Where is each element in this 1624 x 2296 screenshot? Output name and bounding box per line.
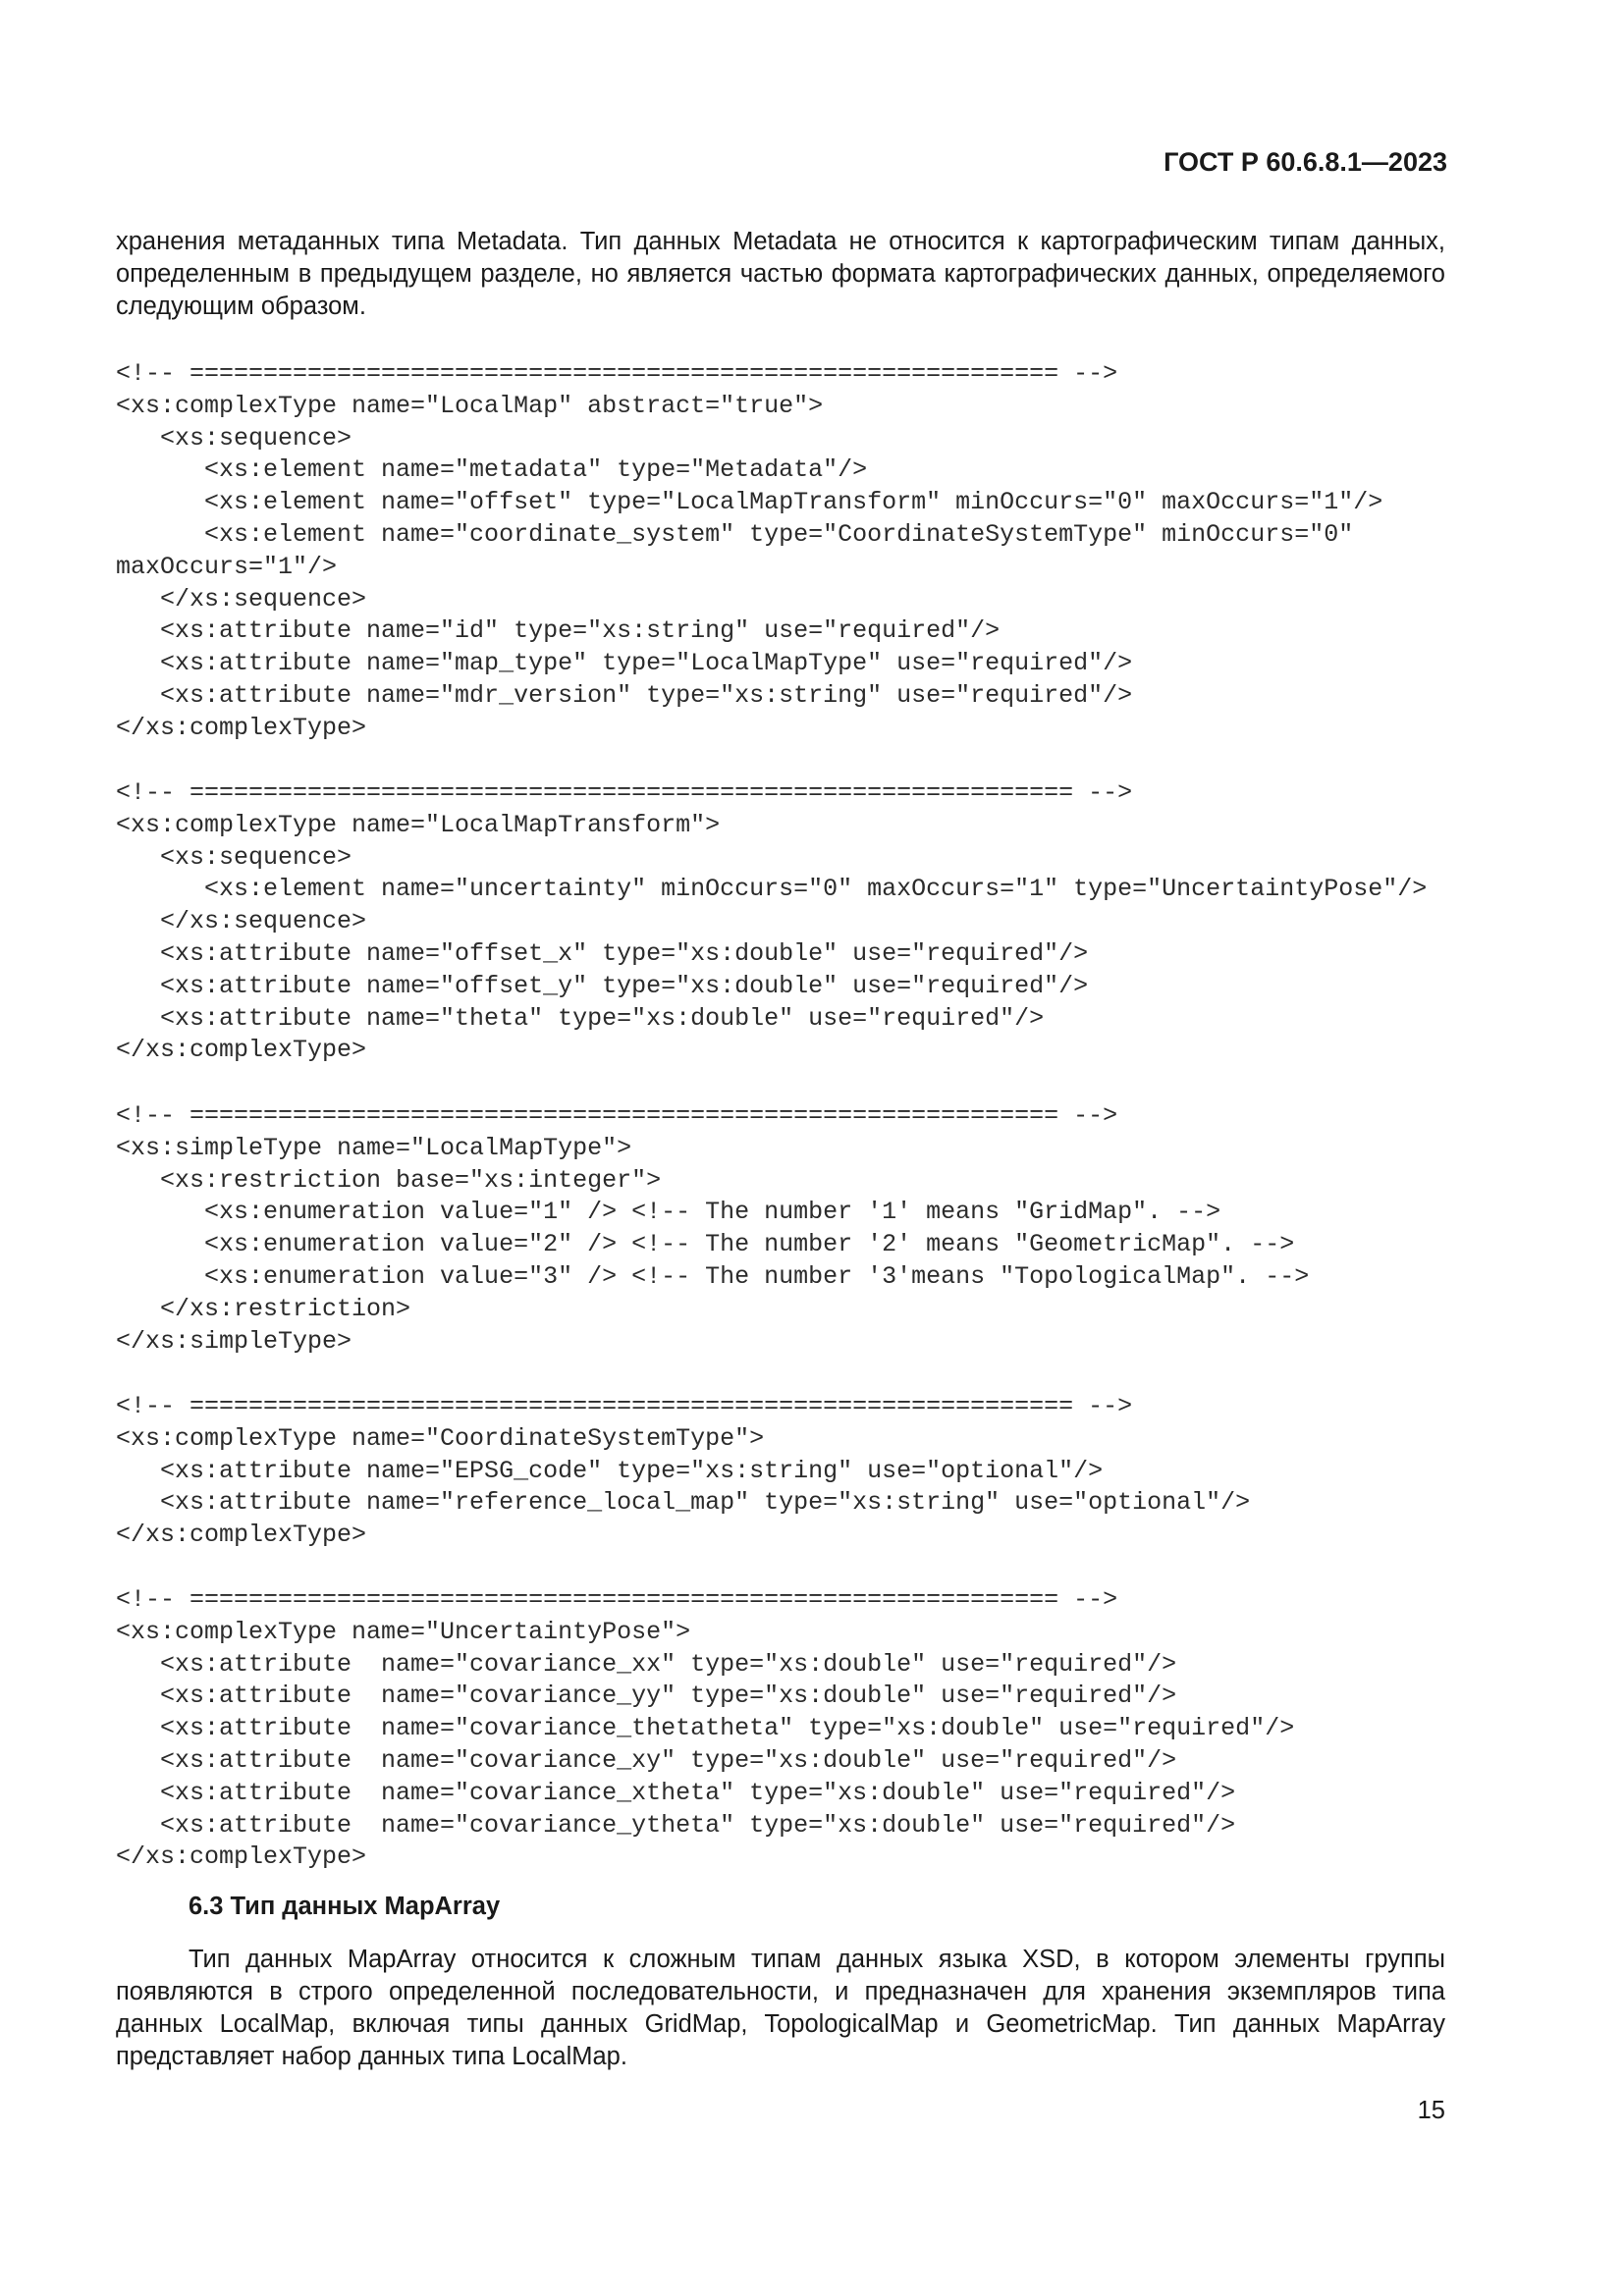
- code-line: <xs:attribute name="covariance_ytheta" type="xs:double" use="required"/>: [116, 1810, 1236, 1840]
- code-block-localmaptransform: [116, 777, 1510, 1067]
- code-line: <xs:restriction base="xs:integer">: [116, 1165, 662, 1195]
- code-line: </xs:sequence>: [116, 907, 367, 936]
- code-line: <xs:attribute name="mdr_version" type="xs:string" use="required"/>: [116, 680, 1133, 710]
- code-line: <!-- ============================================================ -->: [116, 1392, 1133, 1420]
- code-line: <xs:attribute name="covariance_xx" type="xs:double" use="required"/>: [116, 1649, 1177, 1679]
- code-line: <!-- =========================================================== -->: [116, 359, 1118, 388]
- code-line: <xs:complexType name="LocalMapTransform">: [116, 810, 721, 839]
- code-line: <xs:attribute name="covariance_yy" type="xs:double" use="required"/>: [116, 1682, 1177, 1711]
- code-line: <xs:element name="coordinate_system" type="CoordinateSystemType" minOccurs="0": [116, 519, 1354, 549]
- code-line: <!-- =========================================================== -->: [116, 1101, 1118, 1130]
- code-line: <!-- =========================================================== -->: [116, 1585, 1118, 1614]
- code-line: <xs:complexType name="LocalMap" abstract="true">: [116, 391, 824, 420]
- code-line: </xs:complexType>: [116, 1842, 367, 1872]
- section-heading: 6.3 Тип данных MapArray: [189, 1893, 501, 1920]
- code-line: <xs:element name="uncertainty" minOccurs="0" maxOccurs="1" type="UncertaintyPose"/>: [116, 875, 1428, 904]
- code-line: <xs:sequence>: [116, 842, 352, 872]
- code-line: <xs:simpleType name="LocalMapType">: [116, 1133, 632, 1162]
- code-line: <xs:attribute name="offset_x" type="xs:double" use="required"/>: [116, 938, 1089, 968]
- code-line: <xs:attribute name="map_type" type="LocalMapType" use="required"/>: [116, 649, 1133, 678]
- code-block-uncertaintypose: [116, 1584, 1510, 1874]
- code-line: <xs:attribute name="EPSG_code" type="xs:string" use="optional"/>: [116, 1456, 1104, 1485]
- code-block-coordinatesystemtype: [116, 1391, 1510, 1552]
- code-line: <xs:attribute name="reference_local_map" type="xs:string" use="optional"/>: [116, 1488, 1251, 1518]
- intro-paragraph: хранения метаданных типа Metadata. Тип данных Metadata не относится к картографическим типам данных, определенным в предыдущем разделе, но является частью формата картографических данных, определяемого следующим образом.: [116, 228, 1445, 320]
- section-paragraph: Тип данных MapArray относится к сложным типам данных языка XSD, в котором элементы группы появляются в строго определенной последовательности, и предназначен для хранения экземпляров типа данных LocalMap, включая типы данных GridMap, TopologicalMap и GeometricMap. Тип данных MapArray представляет набор данных типа LocalMap.: [116, 1946, 1445, 2070]
- code-line: </xs:sequence>: [116, 584, 367, 614]
- code-line: </xs:complexType>: [116, 1521, 367, 1550]
- code-line: <xs:attribute name="theta" type="xs:double" use="required"/>: [116, 1003, 1045, 1033]
- code-line: </xs:complexType>: [116, 713, 367, 742]
- page-number: 15: [1417, 2097, 1445, 2124]
- code-line: </xs:complexType>: [116, 1036, 367, 1065]
- code-line: <xs:complexType name="CoordinateSystemType">: [116, 1423, 765, 1453]
- code-block-localmaptype: [116, 1100, 1510, 1358]
- code-line: <xs:enumeration value="1" /> <!-- The number '1' means "GridMap". -->: [116, 1198, 1221, 1227]
- code-line: </xs:restriction>: [116, 1294, 411, 1323]
- code-line: <xs:complexType name="UncertaintyPose">: [116, 1617, 691, 1646]
- code-line: maxOccurs="1"/>: [116, 552, 338, 581]
- code-line: <xs:element name="metadata" type="Metadata"/>: [116, 455, 868, 485]
- code-line: <xs:enumeration value="2" /> <!-- The number '2' means "GeometricMap". -->: [116, 1230, 1295, 1259]
- code-line: <xs:attribute name="covariance_xtheta" type="xs:double" use="required"/>: [116, 1778, 1236, 1807]
- code-line: </xs:simpleType>: [116, 1326, 352, 1356]
- code-line: <!-- ============================================================ -->: [116, 778, 1133, 807]
- code-line: <xs:enumeration value="3" /> <!-- The number '3'means "TopologicalMap". -->: [116, 1261, 1310, 1291]
- code-block-localmap: [116, 358, 1510, 745]
- code-line: <xs:sequence>: [116, 423, 352, 453]
- code-line: <xs:element name="offset" type="LocalMapTransform" minOccurs="0" maxOccurs="1"/>: [116, 488, 1383, 517]
- code-line: <xs:attribute name="covariance_thetatheta" type="xs:double" use="required"/>: [116, 1714, 1295, 1743]
- standard-designation: ГОСТ Р 60.6.8.1—2023: [1164, 147, 1447, 177]
- code-line: <xs:attribute name="covariance_xy" type="xs:double" use="required"/>: [116, 1745, 1177, 1775]
- code-line: <xs:attribute name="offset_y" type="xs:double" use="required"/>: [116, 971, 1089, 1000]
- code-line: <xs:attribute name="id" type="xs:string" use="required"/>: [116, 616, 1001, 646]
